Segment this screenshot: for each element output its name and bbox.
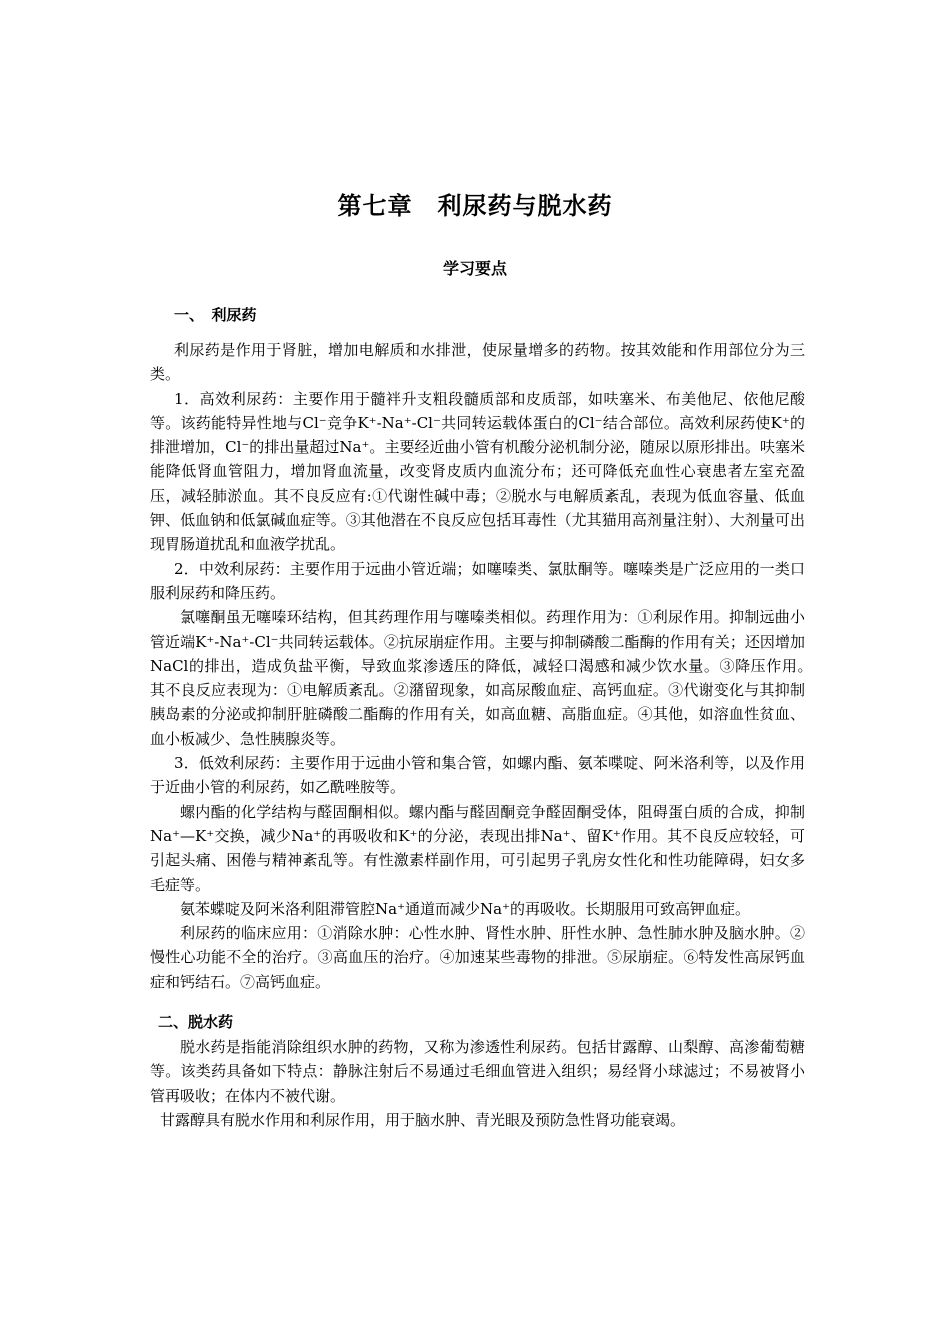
paragraph: 氨苯蝶啶及阿米洛利阻滞管腔Na⁺通道而减少Na⁺的再吸收。长期服用可致高钾血症。 — [180, 899, 750, 918]
paragraph: 3．低效利尿药：主要作用于远曲小管和集合管，如螺内酯、氨苯喋啶、阿米洛利等，以及作用于近曲小管的利尿药，如乙酰唑胺等。 — [150, 754, 805, 797]
chapter-title: 第七章 利尿药与脱水药 — [337, 192, 613, 220]
paragraph: 螺内酯的化学结构与醛固酮相似。螺内酯与醛固酮竞争醛固酮受体，阻碍蛋白质的合成，抑制Na⁺—K⁺交换，减少Na⁺的再吸收和K⁺的分泌，表现出排Na⁺、留K⁺作用。其不良反应较轻，可引起头痛、困倦与精神紊乱等。有性激素样副作用，可引起男子乳房女性化和性功能障碍，妇女多毛症等。 — [150, 802, 805, 894]
heading-diuretics: 一、 利尿药 — [174, 306, 257, 324]
dehydrating-body — [150, 1035, 805, 1132]
section-subtitle: 学习要点 — [442, 259, 507, 278]
paragraph: 甘露醇具有脱水作用和利尿作用，用于脑水肿、青光眼及预防急性肾功能衰竭。 — [160, 1110, 686, 1129]
diuretics-body — [150, 338, 821, 994]
paragraph: 利尿药是作用于肾脏，增加电解质和水排泄，使尿量增多的药物。按其效能和作用部位分为三类。 — [150, 341, 805, 384]
paragraph: 利尿药的临床应用：①消除水肿：心性水肿、肾性水肿、肝性水肿、急性肺水肿及脑水肿。②慢性心功能不全的治疗。③高血压的治疗。④加速某些毒物的排泄。⑤尿崩症。⑥特发性高尿钙血症和钙结石。⑦高钙血症。 — [150, 924, 805, 991]
paragraph: 氯噻酮虽无噻嗪环结构，但其药理作用与噻嗪类相似。药理作用为：①利尿作用。抑制远曲小管近端K⁺-Na⁺-Cl⁻共同转运载体。②抗尿崩症作用。主要与抑制磷酸二酯酶的作用有关；还因增加NaCl的排出，造成负盐平衡，导致血浆渗透压的降低，减轻口渴感和减少饮水量。③降压作用。 其不良反应表现为：①电解质紊乱。②潴留现象，如高尿酸血症、高钙血症。③代谢变化与其抑制胰岛素的分泌或抑制肝脏磷酸二酯酶的作用有关，如高血糖、高脂血症。④其他，如溶血性贫血、血小板减少、急性胰腺炎等。 — [150, 608, 821, 748]
paragraph: 1．高效利尿药：主要作用于髓袢升支粗段髓质部和皮质部，如呋塞米、布美他尼、依他尼酸等。该药能特异性地与Cl⁻竞争K⁺-Na⁺-Cl⁻共同转运载体蛋白的Cl⁻结合部位。高效利尿药使K⁺的排泄增加，Cl⁻的排出量超过Na⁺。主要经近曲小管有机酸分泌机制分泌，随尿以原形排出。呋塞米能降低肾血管阻力，增加肾血流量，改变肾皮质内血流分布；还可降低充血性心衰患者左室充盈压，减轻肺淤血。其不良反应有:①代谢性碱中毒；②脱水与电解质紊乱，表现为低血容量、低血钾、低血钠和低氯碱血症等。③其他潜在不良反应包括耳毒性（尤其猫用高剂量注射）、大剂量可出现胃肠道扰乱和血液学扰乱。 — [150, 389, 805, 554]
heading-dehydrating-agents: 二、脱水药 — [158, 1013, 234, 1031]
paragraph: 2．中效利尿药：主要作用于远曲小管近端；如噻嗪类、氯肽酮等。噻嗪类是广泛应用的一类口服利尿药和降压药。 — [150, 559, 805, 602]
paragraph: 脱水药是指能消除组织水肿的药物，又称为渗透性利尿药。包括甘露醇、山梨醇、高渗葡萄糖等。该类药具备如下特点：静脉注射后不易通过毛细血管进入组织；易经肾小球滤过；不易被肾小管再吸收；在体内不被代谢。 — [150, 1038, 805, 1105]
